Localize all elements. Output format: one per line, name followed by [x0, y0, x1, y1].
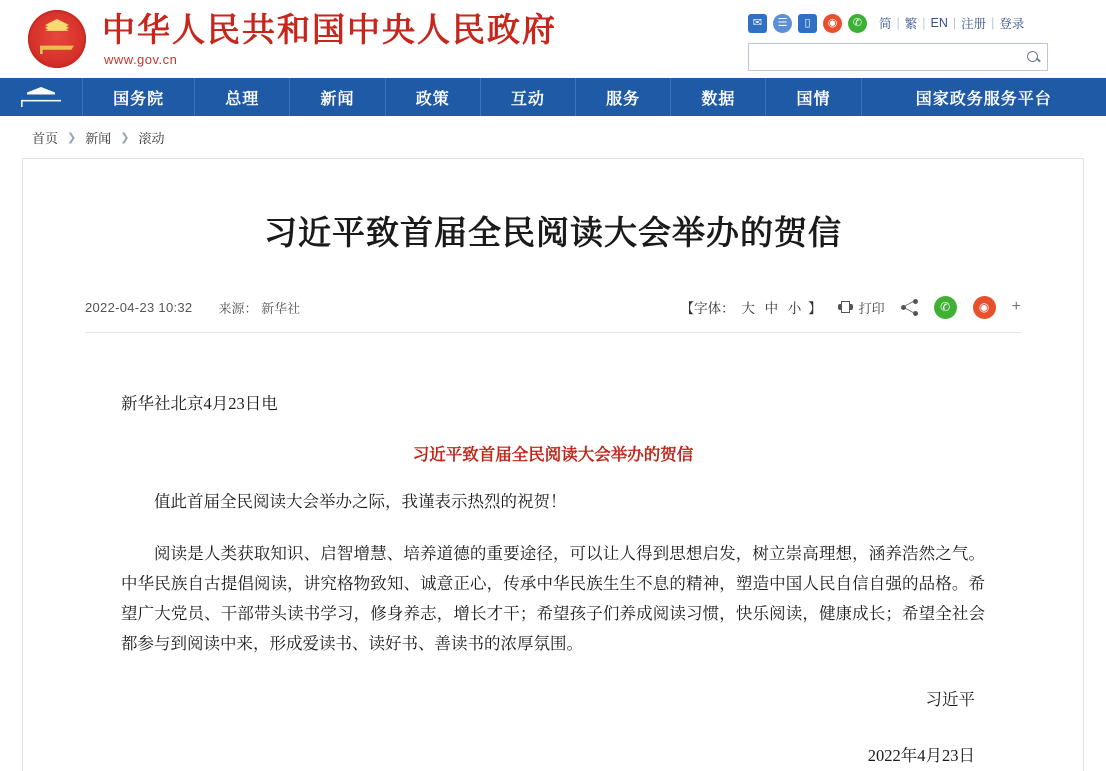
- article-sign-date: 2022年4月23日: [867, 746, 975, 765]
- nav-item-xinwen[interactable]: 新闻: [289, 78, 384, 116]
- font-size-control: [681, 297, 822, 317]
- font-size-small[interactable]: 小: [787, 301, 802, 316]
- language-account-links: [879, 14, 1024, 32]
- header-utilities: [748, 12, 1078, 71]
- site-url: www.gov.cn: [104, 51, 178, 67]
- source-label: 来源：: [218, 300, 258, 316]
- font-size-medium[interactable]: 中: [764, 301, 779, 316]
- search-box[interactable]: [748, 43, 1048, 71]
- sep: |: [922, 16, 926, 30]
- site-header: [0, 0, 1106, 78]
- article: [23, 159, 1083, 771]
- source-value: 新华社: [261, 300, 301, 316]
- breadcrumb-item-rolling[interactable]: 滚动: [138, 130, 165, 146]
- site-brand[interactable]: [28, 10, 557, 68]
- article-subtitle: 习近平致首届全民阅读大会举办的贺信: [412, 445, 694, 464]
- site-title: 中华人民共和国中央人民政府: [102, 12, 557, 49]
- article-signature: 习近平: [925, 690, 975, 709]
- search-button[interactable]: [1017, 44, 1047, 68]
- chevron-right-icon: ❯: [120, 131, 130, 144]
- main-nav: [0, 78, 1106, 116]
- publish-datetime: 2022-04-23 10:32: [85, 299, 193, 315]
- font-size-large[interactable]: 大: [741, 301, 755, 316]
- nav-home[interactable]: [0, 78, 82, 116]
- tiananmen-icon: [19, 87, 63, 107]
- print-button[interactable]: [838, 298, 885, 317]
- mail-icon[interactable]: ✉: [748, 14, 767, 33]
- share-more-icon[interactable]: +: [1011, 298, 1021, 315]
- breadcrumb: [0, 116, 1106, 158]
- link-traditional[interactable]: 繁: [904, 17, 918, 31]
- article-lead: 新华社北京4月23日电: [121, 394, 278, 413]
- nav-item-hudong[interactable]: 互动: [480, 78, 575, 116]
- breadcrumb-item-home[interactable]: 首页: [32, 130, 59, 146]
- font-size-label: 【字体：: [680, 301, 735, 316]
- article-meta-left: [85, 298, 300, 317]
- nav-item-zongli[interactable]: 总理: [194, 78, 289, 116]
- nav-item-guowuyuan[interactable]: 国务院: [82, 78, 194, 116]
- article-tools: [681, 296, 1021, 319]
- breadcrumb-item-news[interactable]: 新闻: [85, 130, 112, 146]
- nav-item-zhengce[interactable]: 政策: [385, 78, 480, 116]
- meta-divider: [85, 332, 1021, 333]
- print-label: 打印: [858, 300, 885, 316]
- link-english[interactable]: EN: [930, 16, 948, 30]
- link-simplified[interactable]: 简: [879, 17, 892, 31]
- header-icon-row: [748, 12, 1078, 34]
- share-icon[interactable]: [901, 299, 918, 316]
- mobile-icon[interactable]: ▯: [798, 14, 817, 33]
- article-paragraph-2: 阅读是人类获取知识、启智增慧、培养道德的重要途径，可以让人得到思想启发，树立崇高理想，涵养浩然之气。中华民族自古提倡阅读，讲究格物致知、诚意正心，传承中华民族生生不息的精神，塑造中国人民自信自强的品格。希望广大党员、干部带头读书学习，修身养志，增长才干；希望孩子们养成阅读习惯，快乐阅读，健康成长；希望全社会都参与到阅读中来，形成爱读书、读好书、善读书的浓厚氛围。: [121, 544, 985, 653]
- share-wechat-icon[interactable]: ✆: [934, 296, 957, 319]
- message-icon[interactable]: ☰: [773, 14, 792, 33]
- font-size-label-end: 】: [808, 301, 822, 316]
- printer-icon: [838, 301, 853, 313]
- nav-item-guoqing[interactable]: 国情: [765, 78, 860, 116]
- nav-item-service-platform[interactable]: 国家政务服务平台: [861, 78, 1106, 116]
- search-icon: [1027, 51, 1038, 62]
- sep: |: [896, 16, 900, 30]
- wechat-icon[interactable]: ✆: [848, 14, 867, 33]
- share-weibo-icon[interactable]: ◉: [973, 296, 996, 319]
- search-input[interactable]: [749, 44, 1023, 68]
- sep: |: [991, 16, 995, 30]
- chevron-right-icon: ❯: [67, 131, 77, 144]
- weibo-icon[interactable]: ◉: [823, 14, 842, 33]
- link-register[interactable]: 注册: [961, 17, 987, 31]
- article-body: [85, 389, 1021, 771]
- nav-item-fuwu[interactable]: 服务: [575, 78, 670, 116]
- page-title: 习近平致首届全民阅读大会举办的贺信: [264, 216, 842, 252]
- source-group: [218, 298, 300, 317]
- article-meta: [85, 290, 1021, 324]
- article-paragraph-1: 值此首届全民阅读大会举办之际，我谨表示热烈的祝贺！: [154, 492, 567, 511]
- national-emblem-icon: [28, 10, 86, 68]
- nav-item-shuju[interactable]: 数据: [670, 78, 765, 116]
- brand-text: [102, 12, 557, 67]
- link-login[interactable]: 登录: [999, 17, 1025, 31]
- article-card: [22, 158, 1084, 771]
- sep: |: [952, 16, 957, 30]
